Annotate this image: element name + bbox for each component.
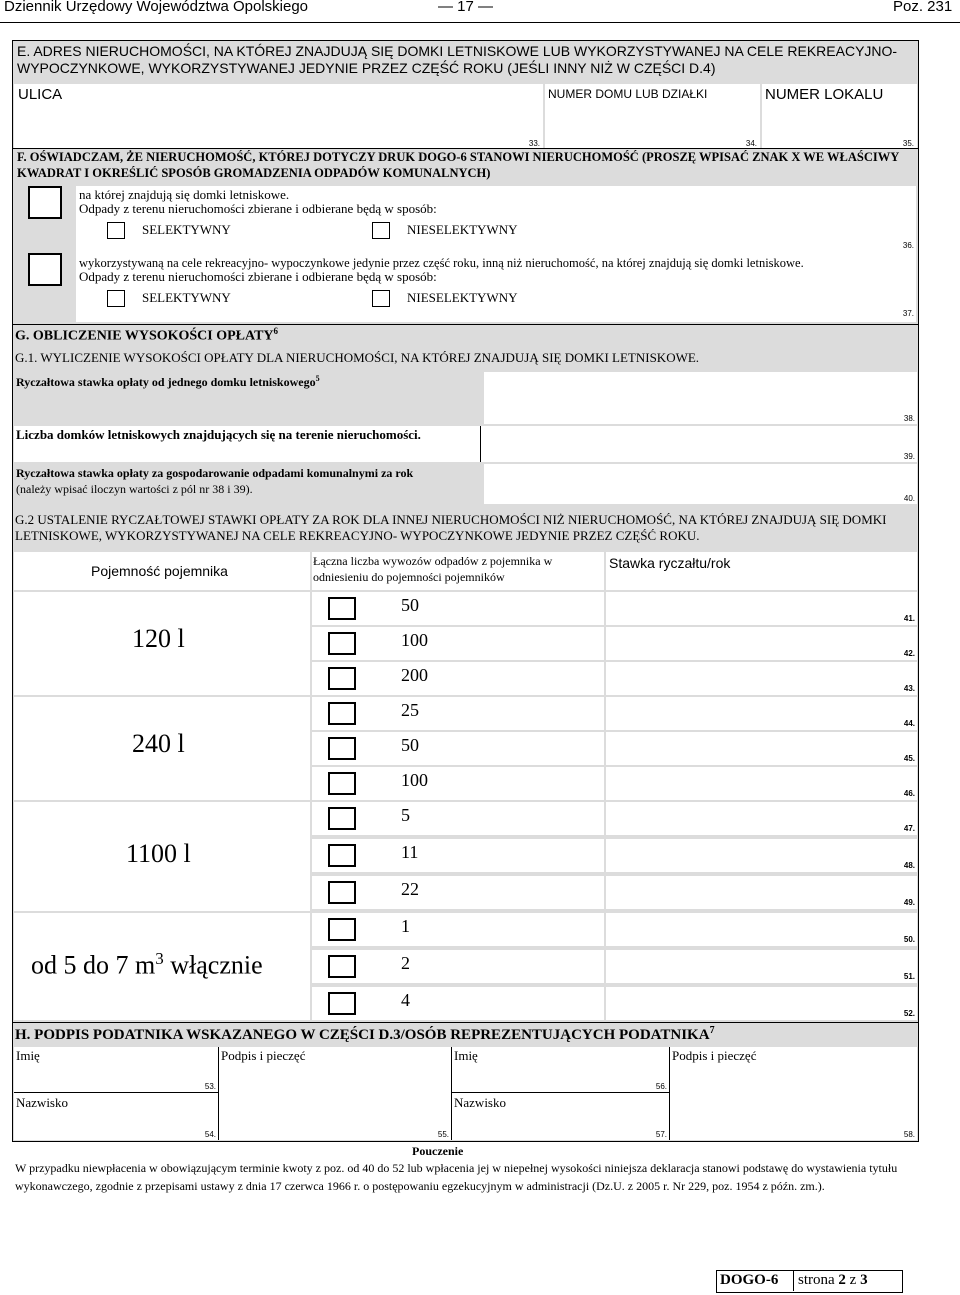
page-indicator <box>798 1272 868 1289</box>
notice-title: Pouczenie <box>412 1144 464 1158</box>
g2-row-checkbox[interactable] <box>328 881 356 904</box>
option2-selective-label: SELEKTYWNY <box>142 290 231 305</box>
field-37-number: 37. <box>902 309 914 318</box>
g2-rate-field[interactable] <box>606 662 917 695</box>
option1-nonselective-checkbox[interactable] <box>372 222 390 239</box>
g2-row-checkbox[interactable] <box>328 807 356 830</box>
g2-rate-field[interactable] <box>606 802 917 835</box>
field-53-number: 53. <box>204 1082 216 1091</box>
footer-form-box <box>716 1270 903 1293</box>
g2-row-checkbox[interactable] <box>328 918 356 941</box>
g2-row <box>312 767 917 800</box>
g2-rate-field-number: 41. <box>903 614 915 623</box>
field-54-number: 54. <box>204 1130 216 1139</box>
page-current: 2 <box>838 1272 846 1288</box>
g2-rate-field-number: 44. <box>903 719 915 728</box>
g2-row-count: 11 <box>401 842 419 862</box>
g2-rate-field-number: 48. <box>903 861 915 870</box>
option1-nonselective-label: NIESELEKTYWNY <box>407 222 518 237</box>
page-prefix: strona <box>798 1272 839 1288</box>
field-57-number: 57. <box>655 1130 667 1139</box>
g2-row <box>312 592 917 625</box>
g2-rate-field[interactable] <box>606 767 917 800</box>
g2-row-count: 50 <box>401 735 419 755</box>
g2-row <box>312 839 917 872</box>
g2-rate-field[interactable] <box>606 913 917 946</box>
g2-count-cell <box>312 876 604 909</box>
g2-row-count: 22 <box>401 879 419 899</box>
container-5-7m3-unit-exp: 3 <box>155 949 164 968</box>
option2-selective-checkbox[interactable] <box>107 290 125 307</box>
g1-rate-row <box>14 372 917 424</box>
section-h-title-text: H. PODPIS PODATNIKA WSKAZANEGO W CZĘŚCI D.3/OSÓB REPREZENTUJĄCYCH PODATNIKA <box>15 1027 710 1043</box>
container-1100-label: 1100 l <box>126 839 191 868</box>
g2-rate-field[interactable] <box>606 732 917 765</box>
option2-checkbox[interactable] <box>28 253 62 286</box>
first-name-label-1: Imię <box>16 1048 40 1063</box>
g2-row-count: 25 <box>401 700 419 720</box>
g2-rate-field-number: 50. <box>903 935 915 944</box>
g2-row-count: 100 <box>401 630 428 650</box>
field-33-number: 33. <box>528 139 540 148</box>
container-120-label: 120 l <box>132 624 185 653</box>
field-34-number: 34. <box>745 139 757 148</box>
g2-row-checkbox[interactable] <box>328 702 356 725</box>
page-mid: z <box>845 1272 861 1288</box>
container-cell-1100 <box>14 802 310 911</box>
g2-rate-field[interactable] <box>606 839 917 872</box>
house-number-field[interactable] <box>545 84 760 148</box>
g2-rate-field-number: 42. <box>903 649 915 658</box>
signature-label-1: Podpis i pieczęć <box>221 1048 306 1063</box>
position-number: Poz. 231 <box>893 0 953 15</box>
g2-row-count: 50 <box>401 595 419 615</box>
g2-count-cell <box>312 627 604 660</box>
g2-rate-field-number: 47. <box>903 824 915 833</box>
container-240-label: 240 l <box>132 729 185 758</box>
g2-row <box>312 913 917 946</box>
g2-row-checkbox[interactable] <box>328 667 356 690</box>
g1-rate-footnote: 5 <box>315 374 320 383</box>
g2-row <box>312 662 917 695</box>
field-55-number: 55. <box>437 1130 449 1139</box>
g1-title: G.1. WYLICZENIE WYSOKOŚCI OPŁATY DLA NIERUCHOMOŚCI, NA KTÓREJ ZNAJDUJĄ SIĘ DOMKI LETNISKOWE. <box>15 350 700 365</box>
field-38[interactable] <box>484 372 917 424</box>
option2-panel <box>76 254 916 322</box>
g1-count-label: Liczba domków letniskowych znajdujących się na terenie nieruchomości. <box>16 427 421 442</box>
g2-col-count-header <box>312 552 604 590</box>
g2-rate-field-number: 43. <box>903 684 915 693</box>
g2-count-cell <box>312 839 604 872</box>
option2-nonselective-label: NIESELEKTYWNY <box>407 290 518 305</box>
unit-number-field[interactable] <box>762 84 917 148</box>
g2-capacity-header-text: Pojemność pojemnika <box>91 563 228 579</box>
g2-rate-field[interactable] <box>606 876 917 909</box>
g2-row-count: 2 <box>401 953 410 973</box>
g1-rate-label <box>16 374 320 390</box>
container-5-7m3-text: od 5 do 7 m <box>31 950 156 980</box>
section-g-title <box>15 326 278 345</box>
section-h-title <box>15 1025 715 1044</box>
g2-count-cell <box>312 913 604 946</box>
g2-row <box>312 987 917 1020</box>
g2-row-count: 200 <box>401 665 428 685</box>
g1-total-label: Ryczałtowa stawka opłaty za gospodarowanie odpadami komunalnymi za rok <box>16 466 414 480</box>
g2-count-header-text: Łączna liczba wywozów odpadów z pojemnika w odniesieniu do pojemności pojemników <box>313 554 553 584</box>
g2-row-count: 5 <box>401 805 410 825</box>
g2-rate-field-number: 51. <box>903 972 915 981</box>
field-58-number: 58. <box>903 1130 915 1139</box>
g2-row-count: 1 <box>401 916 410 936</box>
section-h-bottom-rule <box>12 1141 919 1142</box>
g2-count-cell <box>312 767 604 800</box>
g2-row <box>312 950 917 983</box>
field-53[interactable] <box>14 1047 219 1093</box>
g2-count-cell <box>312 662 604 695</box>
g2-rate-field-number: 45. <box>903 754 915 763</box>
g2-count-cell <box>312 732 604 765</box>
g2-count-cell <box>312 697 604 730</box>
g2-row-checkbox[interactable] <box>328 955 356 978</box>
unit-number-label: NUMER LOKALU <box>765 86 884 103</box>
field-40-number: 40. <box>903 494 915 503</box>
container-5-7m3-label <box>31 949 263 981</box>
g2-rate-field-number: 52. <box>903 1009 915 1018</box>
option2-nonselective-checkbox[interactable] <box>372 290 390 307</box>
g2-rate-field[interactable] <box>606 592 917 625</box>
form-code: DOGO-6 <box>720 1272 779 1288</box>
g2-row <box>312 627 917 660</box>
g2-row-count: 100 <box>401 770 428 790</box>
journal-title: Dziennik Urzędowy Województwa Opolskiego <box>4 0 309 15</box>
field-36-number: 36. <box>902 241 914 250</box>
field-58[interactable] <box>670 1047 917 1140</box>
signature-grid <box>14 1047 917 1140</box>
container-5-7m3-suffix: włącznie <box>163 950 263 980</box>
section-g-title-text: G. OBLICZENIE WYSOKOŚCI OPŁATY <box>15 328 274 344</box>
first-name-label-2: Imię <box>454 1048 478 1063</box>
option1-checkbox[interactable] <box>28 186 62 219</box>
g2-col-rate-header <box>606 552 917 590</box>
container-cell-120 <box>14 592 310 695</box>
g2-row-checkbox[interactable] <box>328 772 356 795</box>
g2-title: G.2 USTALENIE RYCZAŁTOWEJ STAWKI OPŁATY ZA ROK DLA INNEJ NIERUCHOMOŚCI NIŻ NIERUCHOMOŚĆ, NA KTÓREJ ZNAJDUJĄ SIĘ DOMKI LETNISKOWE, WYKORZYSTYWANEJ NA CELE REKREACYJNO- WYPOCZYNKOWE JEDYNIE PRZEZ CZĘŚĆ ROKU. <box>15 512 887 543</box>
g2-rate-field-number: 46. <box>903 789 915 798</box>
g2-count-cell <box>312 987 604 1020</box>
field-55[interactable] <box>219 1047 452 1140</box>
house-number-label: NUMER DOMU LUB DZIAŁKI <box>548 87 708 101</box>
field-54[interactable] <box>14 1093 219 1140</box>
g2-rate-field[interactable] <box>606 987 917 1020</box>
option2-subtext: Odpady z terenu nieruchomości zbierane i odbierane będą w sposób: <box>79 269 437 284</box>
g2-count-cell <box>312 802 604 835</box>
field-38-number: 38. <box>903 414 915 423</box>
g2-row-checkbox[interactable] <box>328 597 356 620</box>
option1-selective-checkbox[interactable] <box>107 222 125 239</box>
g2-row <box>312 732 917 765</box>
g2-rate-header-text: Stawka ryczałtu/rok <box>609 555 731 571</box>
header-rule <box>0 22 960 23</box>
g2-row <box>312 876 917 909</box>
field-35-number: 35. <box>902 139 914 148</box>
container-cell-5-7m3 <box>14 913 310 1020</box>
signature-label-2: Podpis i pieczęć <box>672 1048 757 1063</box>
g2-row-count: 4 <box>401 990 410 1010</box>
g2-rate-field[interactable] <box>606 950 917 983</box>
g2-row-checkbox[interactable] <box>328 844 356 867</box>
g2-col-capacity-header <box>14 552 310 590</box>
g2-rate-field[interactable] <box>606 697 917 730</box>
container-cell-240 <box>14 697 310 800</box>
field-39[interactable] <box>480 426 917 462</box>
option2-text: wykorzystywaną na cele rekreacyjno- wypoczynkowe jedynie przez część roku, inną niż nieruchomość, na której znajdują się domki letniskowe. <box>79 256 804 270</box>
field-56-number: 56. <box>655 1082 667 1091</box>
g2-rate-field-number: 49. <box>903 898 915 907</box>
section-e-title: E. ADRES NIERUCHOMOŚCI, NA KTÓREJ ZNAJDUJĄ SIĘ DOMKI LETNISKOWE LUB WYKORZYSTYWANEJ NA CELE REKREACYJNO- WYPOCZYNKOWE, WYKORZYSTYWANEJ JEDYNIE PRZEZ CZĘŚĆ ROKU (JEŚLI INNY NIŻ W CZĘŚCI D.4) <box>17 43 898 76</box>
g2-count-cell <box>312 592 604 625</box>
option1-selective-label: SELEKTYWNY <box>142 222 231 237</box>
section-g-footnote: 6 <box>273 326 279 336</box>
g2-count-cell <box>312 950 604 983</box>
g2-row-checkbox[interactable] <box>328 737 356 760</box>
street-label: ULICA <box>18 86 63 103</box>
option1-subtext: Odpady z terenu nieruchomości zbierane i odbierane będą w sposób: <box>79 201 437 216</box>
g2-rate-field[interactable] <box>606 627 917 660</box>
footer-divider <box>793 1271 794 1291</box>
g1-total-row <box>14 464 917 504</box>
g1-count-row <box>14 426 917 462</box>
section-h-footnote: 7 <box>709 1025 715 1036</box>
g2-row-checkbox[interactable] <box>328 632 356 655</box>
field-57[interactable] <box>452 1093 670 1140</box>
field-40[interactable] <box>484 464 917 504</box>
g1-total-sublabel: (należy wpisać iloczyn wartości z pól nr 38 i 39). <box>16 482 253 496</box>
surname-label-1: Nazwisko <box>16 1095 68 1110</box>
g2-row-checkbox[interactable] <box>328 992 356 1015</box>
street-field[interactable] <box>14 84 543 148</box>
field-39-number: 39. <box>903 452 915 461</box>
g1-rate-label-text: Ryczałtowa stawka opłaty od jednego domku letniskowego <box>16 375 316 389</box>
notice-text: W przypadku niewpłacenia w obowiązującym terminie kwoty z poz. od 40 do 52 lub wpłacenia jej w niepełnej wysokości niniejsza deklaracja stanowi podstawę do wystawienia tytułu wykonawczego, zgodnie z przepisami ustawy z dnia 17 czerwca 1966 r. o postępowaniu egzekucyjnym w administracji (Dz.U. z 2005 r. Nr 229, poz. 1954 z późn. zm.). <box>15 1161 898 1193</box>
g2-row <box>312 697 917 730</box>
option1-text: na której znajdują się domki letniskowe. <box>79 187 290 202</box>
option1-panel <box>76 186 916 254</box>
page-total: 3 <box>860 1272 868 1288</box>
page-number: — 17 — <box>438 0 494 15</box>
g2-row <box>312 802 917 835</box>
page-header <box>0 0 960 20</box>
field-56[interactable] <box>452 1047 670 1093</box>
section-f-title: F. OŚWIADCZAM, ŻE NIERUCHOMOŚĆ, KTÓREJ DOTYCZY DRUK DOGO-6 STANOWI NIERUCHOMOŚĆ (PROSZĘ WPISAĆ ZNAK X WE WŁAŚCIWY KWADRAT I OKREŚLIĆ SPOSÓB GROMADZENIA ODPADÓW KOMUNALNYCH) <box>17 150 899 180</box>
surname-label-2: Nazwisko <box>454 1095 506 1110</box>
